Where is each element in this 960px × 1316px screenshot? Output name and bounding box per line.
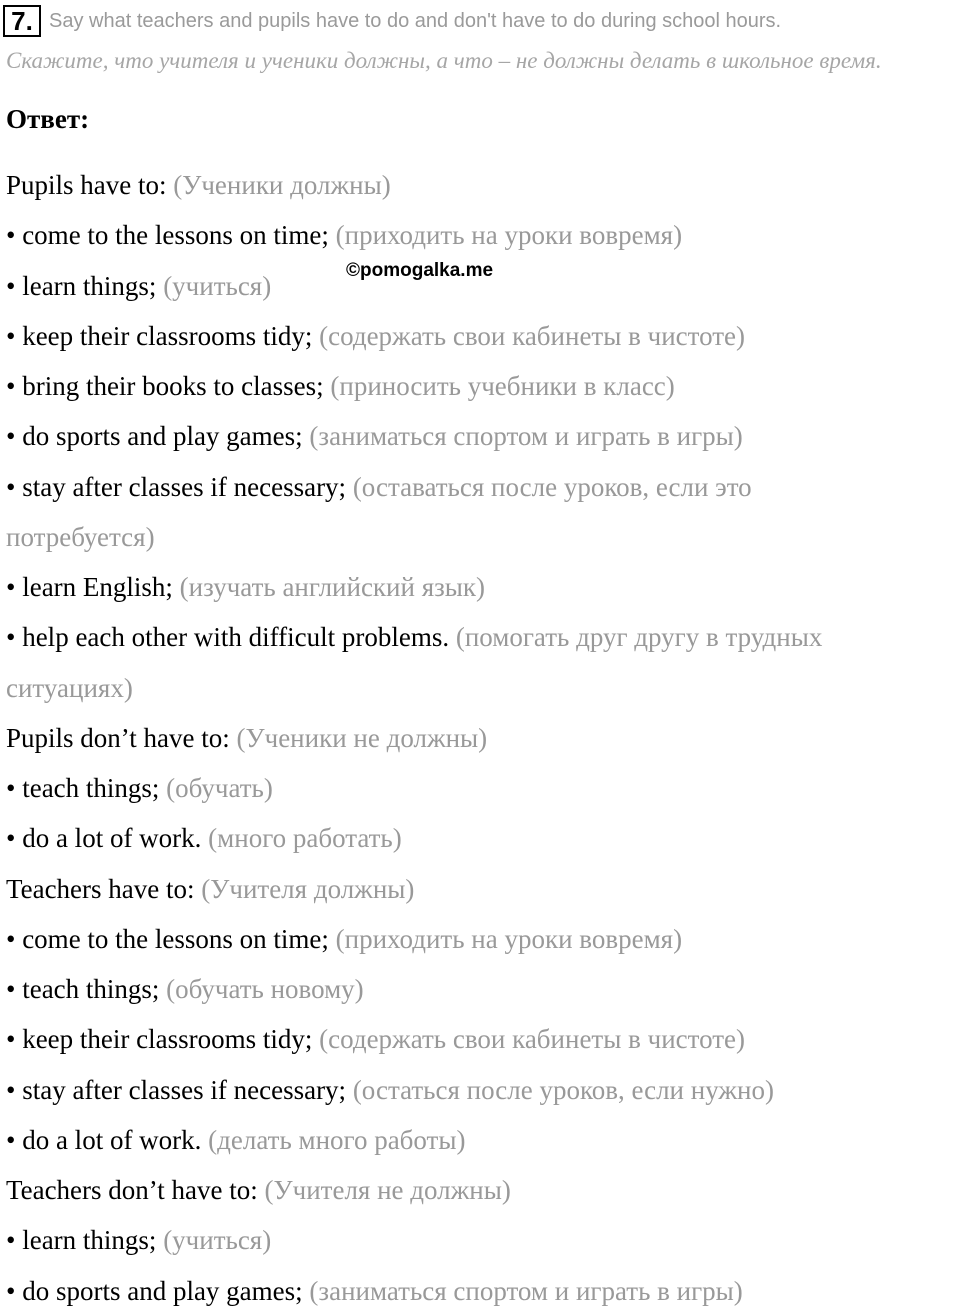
line-en: Pupils have to:	[6, 170, 174, 200]
line-en: • stay after classes if necessary;	[6, 1074, 353, 1105]
answer-line	[6, 311, 956, 361]
line-ru: (учиться)	[163, 270, 272, 301]
answer-line	[6, 1266, 956, 1316]
answer-line	[6, 1014, 956, 1064]
line-en: • do sports and play games;	[6, 1275, 310, 1306]
line-en: • do sports and play games;	[6, 421, 310, 452]
answer-line	[6, 663, 956, 713]
answer-line	[6, 713, 956, 763]
line-en: • do a lot of work.	[6, 823, 209, 854]
line-ru: (остаться после уроков, если нужно)	[352, 1074, 774, 1105]
line-ru: ситуациях)	[6, 672, 133, 703]
line-ru: (приходить на уроки вовремя)	[335, 220, 683, 251]
line-ru: (Ученики должны)	[173, 170, 391, 200]
line-en: • teach things;	[6, 773, 167, 803]
line-ru: потребуется)	[6, 521, 155, 552]
line-ru: (обучать)	[166, 773, 273, 803]
line-ru: (оставаться после уроков, если это	[352, 471, 752, 502]
line-ru: (заниматься спортом и играть в игры)	[309, 421, 743, 452]
line-en: Pupils don’t have to:	[6, 722, 237, 753]
answer-line	[6, 411, 956, 461]
line-en: • learn things;	[6, 270, 164, 301]
line-ru: (содержать свои кабинеты в чистоте)	[319, 1024, 745, 1055]
line-en: • stay after classes if necessary;	[6, 471, 353, 502]
answer-line	[6, 1165, 956, 1215]
line-en: • keep their classrooms tidy;	[6, 1024, 320, 1055]
task-instruction-ru: Скажите, что учителя и ученики должны, а что – не должны делать в школьное время.	[6, 48, 882, 73]
answer-line	[6, 612, 956, 662]
line-en: • learn things;	[6, 1225, 164, 1256]
answer-body	[6, 160, 956, 1316]
line-en: • keep their classrooms tidy;	[6, 320, 320, 351]
line-en: • do a lot of work.	[6, 1124, 209, 1155]
answer-line	[6, 864, 956, 914]
line-ru: (Учителя не должны)	[264, 1175, 511, 1205]
answer-line	[6, 160, 956, 210]
line-ru: (Учителя должны)	[201, 873, 415, 904]
answer-line	[6, 1065, 956, 1115]
answer-line	[6, 964, 956, 1014]
task-number: 7.	[3, 5, 41, 37]
watermark: ©pomogalka.me	[346, 260, 494, 281]
line-ru: (обучать новому)	[166, 974, 364, 1004]
line-en: • learn English;	[6, 572, 180, 602]
answer-line	[6, 512, 956, 562]
answer-line	[6, 813, 956, 863]
line-en: • come to the lessons on time;	[6, 220, 336, 251]
answer-line	[6, 361, 956, 411]
answer-line	[6, 1215, 956, 1265]
answer-line	[6, 914, 956, 964]
line-en: Teachers don’t have to:	[6, 1175, 265, 1205]
answer-label: Ответ:	[6, 104, 90, 134]
line-ru: (приносить учебники в класс)	[330, 371, 675, 401]
line-ru: (учиться)	[163, 1225, 272, 1256]
line-ru: (приходить на уроки вовремя)	[335, 923, 683, 954]
line-ru: (много работать)	[208, 823, 402, 854]
answer-line	[6, 1115, 956, 1165]
line-en: • come to the lessons on time;	[6, 923, 336, 954]
line-en: • help each other with difficult problems.	[6, 622, 456, 653]
line-ru: (заниматься спортом и играть в игры)	[309, 1275, 743, 1306]
line-ru: (делать много работы)	[208, 1124, 466, 1155]
answer-line	[6, 562, 956, 612]
line-en: Teachers have to:	[6, 873, 202, 904]
line-en: • teach things;	[6, 974, 167, 1004]
line-ru: (помогать друг другу в трудных	[455, 622, 823, 653]
answer-line	[6, 462, 956, 512]
line-ru: (содержать свои кабинеты в чистоте)	[319, 320, 745, 351]
answer-line	[6, 210, 956, 260]
line-en: • bring their books to classes;	[6, 371, 331, 401]
line-ru: (изучать английский язык)	[179, 572, 486, 602]
task-header	[0, 4, 781, 38]
task-instruction-en: Say what teachers and pupils have to do and don't have to do during school hours.	[49, 9, 782, 32]
line-ru: (Ученики не должны)	[236, 722, 488, 753]
answer-line	[6, 763, 956, 813]
